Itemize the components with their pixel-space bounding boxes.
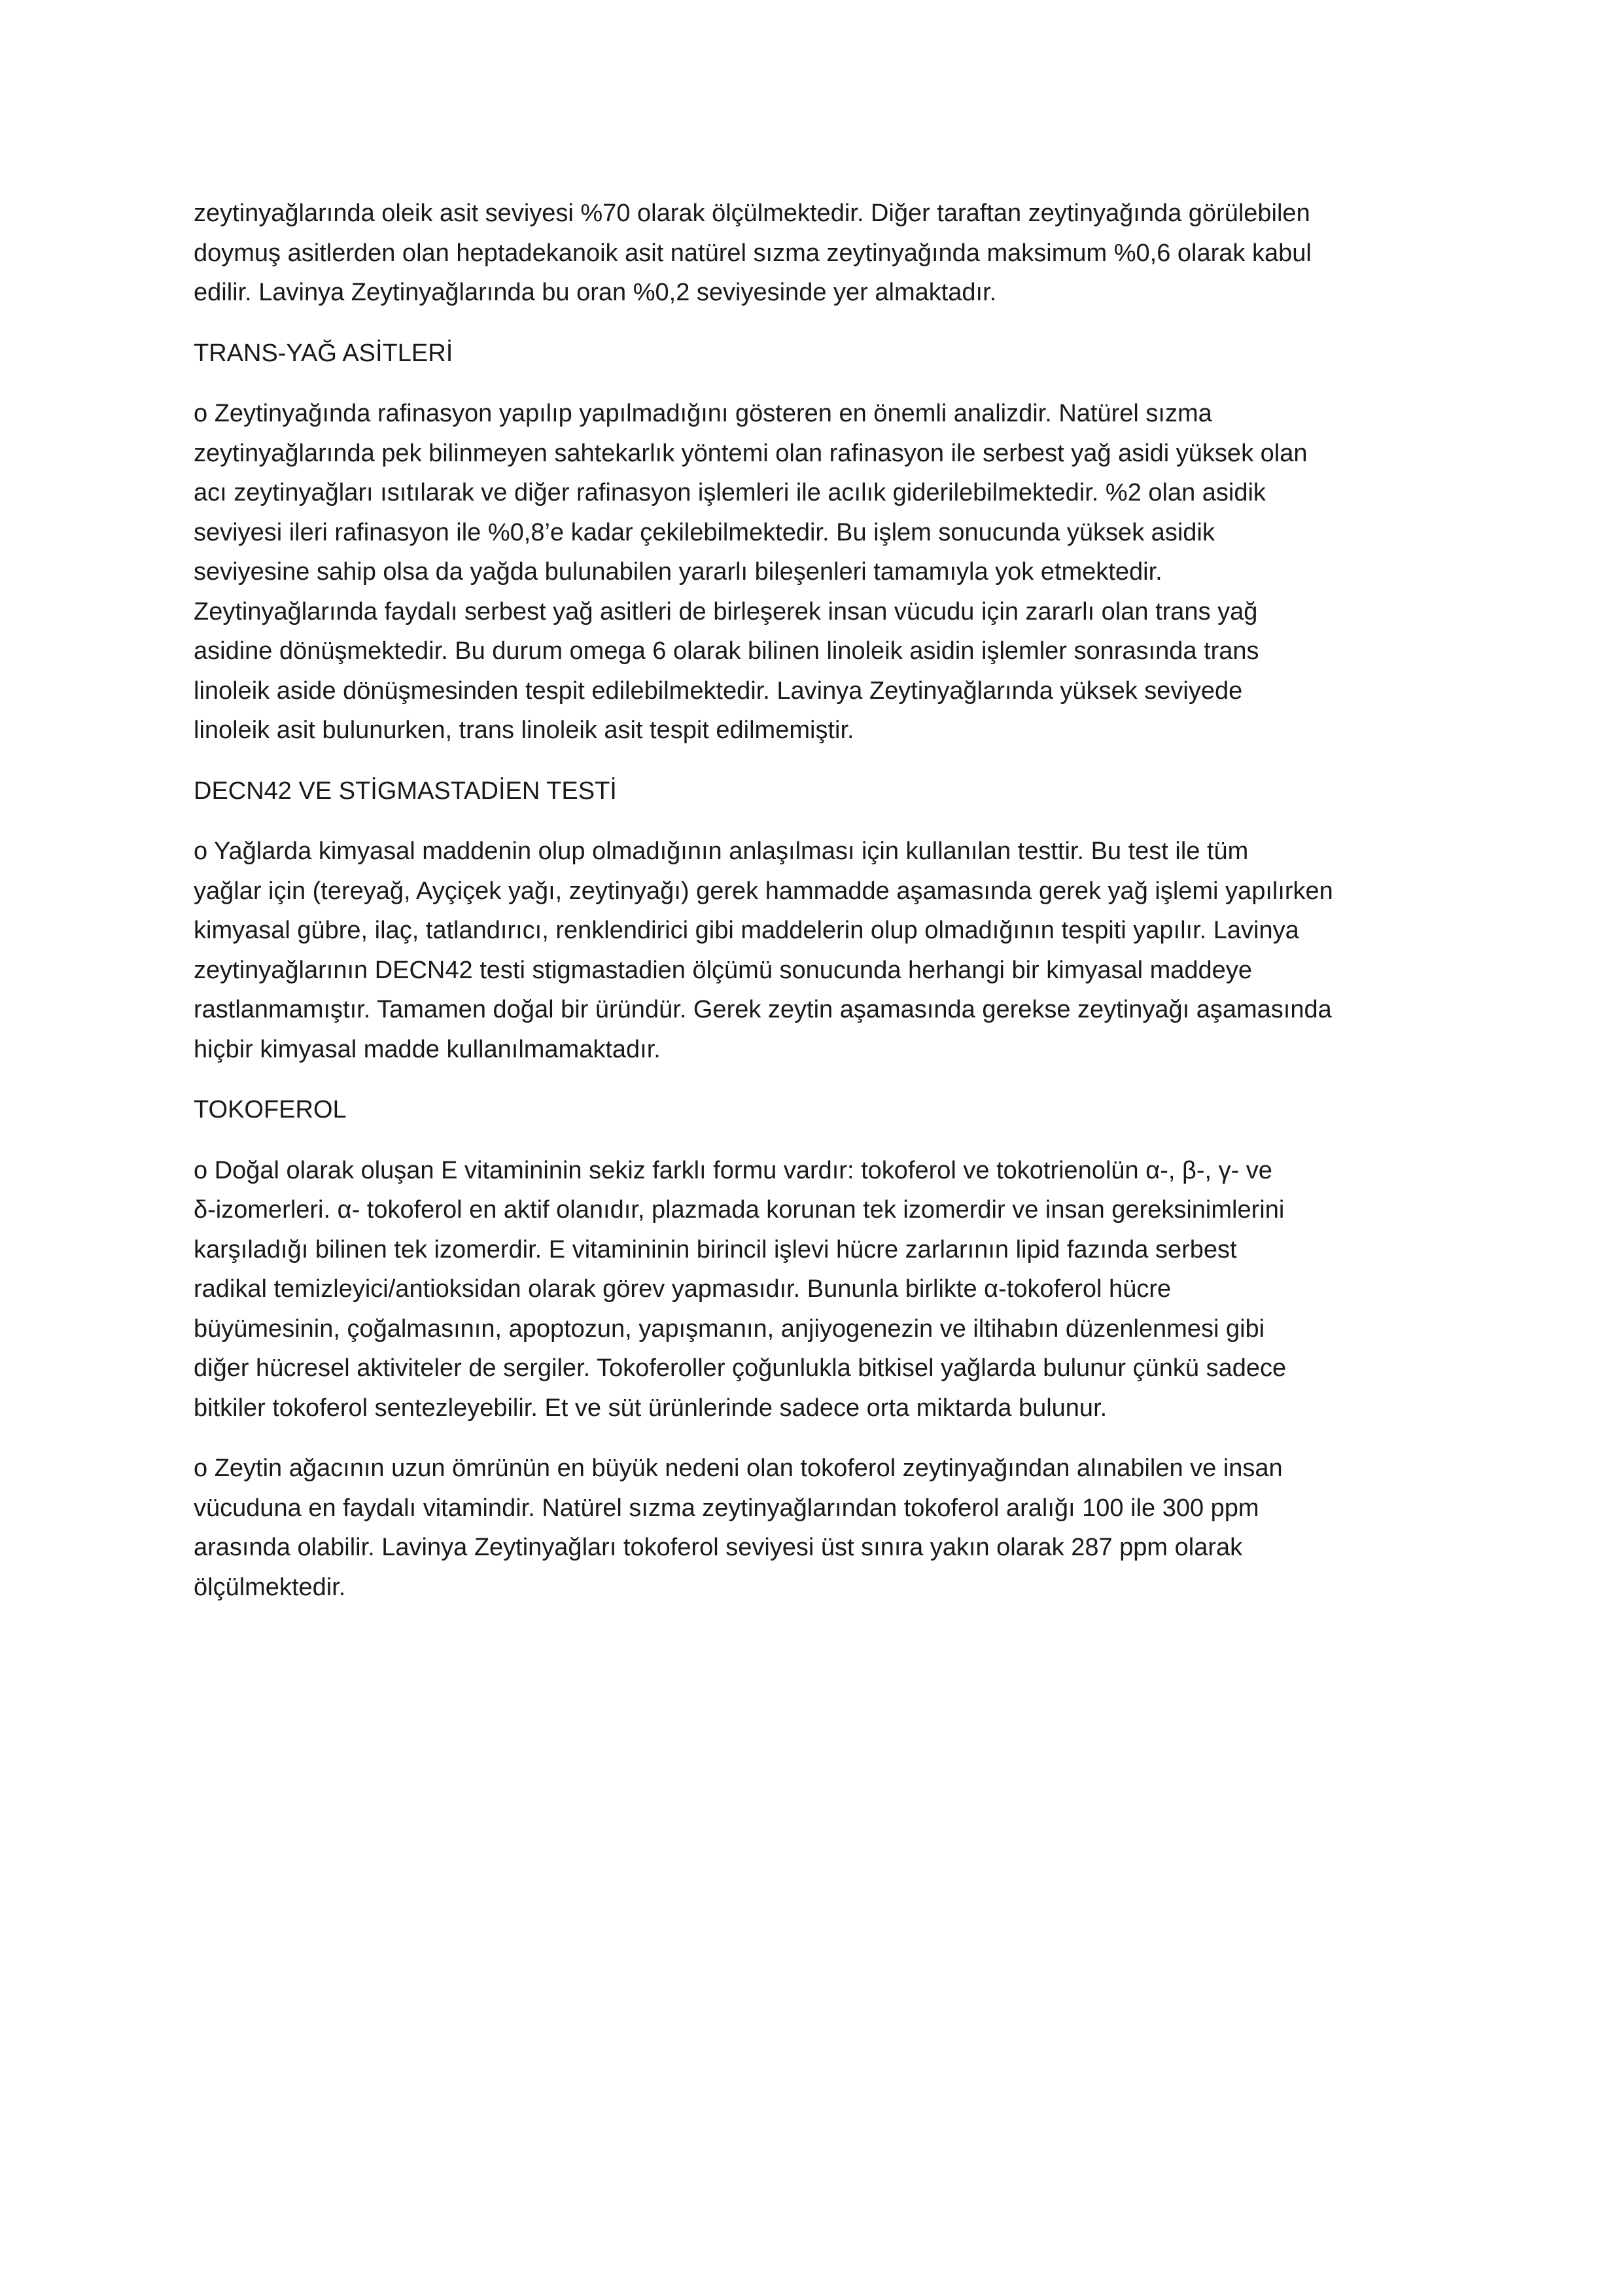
text-line: seviyesi ileri rafinasyon ile %0,8’e kadar çekilebilmektedir. Bu işlem sonucunda yüksek asidik (194, 518, 1215, 546)
heading-text: DECN42 VE STİGMASTADİEN TESTİ (194, 777, 617, 805)
text-line: radikal temizleyici/antioksidan olarak görev yapmasıdır. Bununla birlikte α-tokoferol hücre (194, 1275, 1172, 1303)
text-line: diğer hücresel aktiviteler de sergiler. Tokoferoller çoğunlukla bitkisel yağlarda bulunur çünkü sadece (194, 1354, 1287, 1382)
text-line: zeytinyağlarında oleik asit seviyesi %70 olarak ölçülmektedir. Diğer taraftan zeytinyağında görülebilen (194, 200, 1310, 227)
text-line: o Zeytinyağında rafinasyon yapılıp yapılmadığını gösteren en önemli analizdir. Natürel sızma (194, 400, 1212, 427)
text-line: acı zeytinyağları ısıtılarak ve diğer rafinasyon işlemleri ile acılık giderilebilmektedir. %2 olan asidik (194, 479, 1266, 506)
text-line: karşıladığı bilinen tek izomerdir. E vitamininin birincil işlevi hücre zarlarının lipid fazında serbest (194, 1235, 1237, 1263)
paragraph-trans-fat (194, 394, 1437, 751)
section-heading-decn42 (194, 771, 1437, 811)
heading-text: TOKOFEROL (194, 1096, 347, 1123)
heading-text: TRANS-YAĞ ASİTLERİ (194, 339, 453, 367)
section-heading-trans-fat (194, 334, 1437, 374)
text-line: o Doğal olarak oluşan E vitamininin sekiz farklı formu vardır: tokoferol ve tokotrienolün α-, β-, γ- ve (194, 1156, 1272, 1184)
text-line: bitkiler tokoferol sentezleyebilir. Et ve süt ürünlerinde sadece orta miktarda bulunur. (194, 1394, 1108, 1422)
paragraph-tocopherol-levels (194, 1449, 1437, 1607)
text-line: ölçülmektedir. (194, 1573, 346, 1601)
text-line: o Zeytin ağacının uzun ömrünün en büyük nedeni olan tokoferol zeytinyağından alınabilen ve insan (194, 1455, 1283, 1482)
text-line: asidine dönüşmektedir. Bu durum omega 6 olarak bilinen linoleik asidin işlemler sonrasında trans (194, 637, 1259, 665)
text-line: rastlanmamıştır. Tamamen doğal bir üründür. Gerek zeytin aşamasında gerekse zeytinyağı aşamasında (194, 996, 1332, 1023)
text-line: Zeytinyağlarında faydalı serbest yağ asitleri de birleşerek insan vücudu için zararlı olan trans yağ (194, 597, 1258, 626)
text-line: yağlar için (tereyağ, Ayçiçek yağı, zeytinyağı) gerek hammadde aşamasında gerek yağ işlemi yapılırken (194, 877, 1333, 905)
text-line: seviyesine sahip olsa da yağda bulunabilen yararlı bileşenleri tamamıyla yok etmektedir. (194, 558, 1162, 586)
text-line: zeytinyağlarının DECN42 testi stigmastadien ölçümü sonucunda herhangi bir kimyasal maddeye (194, 956, 1252, 984)
text-line: doymuş asitlerden olan heptadekanoik asit natürel sızma zeytinyağında maksimum %0,6 olarak kabul (194, 239, 1312, 267)
section-heading-tocopherol (194, 1090, 1437, 1130)
document-body (194, 194, 1437, 1628)
text-line: linoleik aside dönüşmesinden tespit edilebilmektedir. Lavinya Zeytinyağlarında yüksek seviyede (194, 677, 1243, 705)
text-line: vücuduna en faydalı vitamindir. Natürel sızma zeytinyağlarından tokoferol aralığı 100 ile 300 ppm (194, 1494, 1259, 1522)
text-line: kimyasal gübre, ilaç, tatlandırıcı, renklendirici gibi maddelerin olup olmadığının tespiti yapılır. Lavinya (194, 917, 1299, 944)
paragraph-tocopherol-forms (194, 1151, 1437, 1428)
text-line: edilir. Lavinya Zeytinyağlarında bu oran %0,2 seviyesinde yer almaktadır. (194, 279, 997, 306)
paragraph-decn42 (194, 832, 1437, 1069)
text-line: arasında olabilir. Lavinya Zeytinyağları tokoferol seviyesi üst sınıra yakın olarak 287 ppm olarak (194, 1534, 1243, 1561)
text-line: δ-izomerleri. α- tokoferol en aktif olanıdır, plazmada korunan tek izomerdir ve insan gereksinimlerini (194, 1196, 1285, 1224)
text-line: o Yağlarda kimyasal maddenin olup olmadığının anlaşılması için kullanılan testtir. Bu test ile tüm (194, 838, 1249, 865)
text-line: linoleik asit bulunurken, trans linoleik asit tespit edilmemiştir. (194, 716, 854, 744)
paragraph-oleic-acid (194, 194, 1437, 313)
text-line: zeytinyağlarında pek bilinmeyen sahtekarlık yöntemi olan rafinasyon ile serbest yağ asidi yüksek olan (194, 439, 1308, 467)
text-line: büyümesinin, çoğalmasının, apoptozun, yapışmanın, anjiyogenezin ve iltihabın düzenlenmesi gibi (194, 1315, 1265, 1343)
text-line: hiçbir kimyasal madde kullanılmamaktadır. (194, 1035, 661, 1063)
